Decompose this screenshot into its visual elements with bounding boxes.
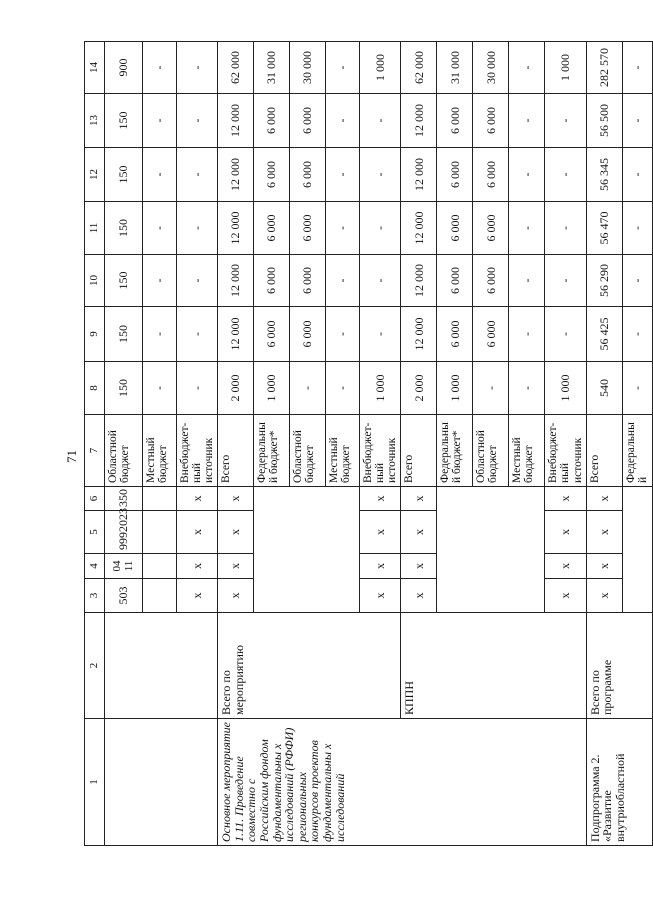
value-2016: - [326, 255, 360, 307]
code-cell: х [177, 511, 218, 554]
col-number: 3 [85, 579, 105, 613]
value-2015: 12 000 [218, 307, 254, 362]
value-2016: 12 000 [218, 255, 254, 307]
value-2014: - [473, 362, 509, 415]
code-cell: х [401, 554, 437, 579]
col-number: 8 [85, 362, 105, 415]
table-row [218, 42, 254, 846]
code-cell: х [360, 554, 401, 579]
funding-source: Местный бюджет [326, 415, 360, 487]
activity-total-label: Всего по мероприятию [218, 613, 401, 719]
page-number: 71 [64, 450, 79, 463]
code-cell: х [218, 511, 254, 554]
value-2019: - [622, 94, 652, 148]
code-cell [143, 511, 177, 554]
code-cell: х [218, 554, 254, 579]
value-2018: - [545, 148, 586, 202]
value-2019: 150 [105, 94, 143, 148]
code-cell: х [545, 487, 586, 511]
value-2017: - [177, 202, 218, 255]
value-2018: 6 000 [254, 148, 290, 202]
col-number: 5 [85, 511, 105, 554]
code-cell-empty [254, 487, 360, 613]
value-2019: 12 000 [401, 94, 437, 148]
value-2019: 12 000 [218, 94, 254, 148]
value-total: 900 [105, 42, 143, 94]
value-2019: - [360, 94, 401, 148]
executor-cell [105, 613, 218, 719]
funding-source: Федеральный бюджет* [437, 415, 473, 487]
value-2014: 1 000 [360, 362, 401, 415]
value-2018: - [622, 148, 652, 202]
code-cell-empty [622, 487, 652, 613]
value-2015: - [360, 307, 401, 362]
value-2014: - [326, 362, 360, 415]
funding-source: Всего [401, 415, 437, 487]
vr-code: 350 [105, 487, 143, 511]
activity-name: Основное мероприятие 1.11. Проведение совместно с Российским фондом фундаментальны х исследований (РФФИ) региональных конкурсов проектов фундаментальны х исследований [218, 719, 586, 846]
value-total: 282 570 [586, 42, 622, 94]
col-number: 1 [85, 719, 105, 846]
budget-table-container [84, 42, 649, 846]
value-2019: 56 500 [586, 94, 622, 148]
value-2018: 56 345 [586, 148, 622, 202]
value-2019: - [326, 94, 360, 148]
value-2017: 12 000 [401, 202, 437, 255]
code-cell: х [177, 487, 218, 511]
value-2016: 6 000 [290, 255, 326, 307]
value-2017: 6 000 [437, 202, 473, 255]
value-total: 31 000 [437, 42, 473, 94]
value-2014: 1 000 [254, 362, 290, 415]
code-cell: х [586, 579, 622, 613]
value-2015: - [326, 307, 360, 362]
code-cell: х [360, 487, 401, 511]
value-2016: 6 000 [473, 255, 509, 307]
value-2019: - [509, 94, 545, 148]
value-2014: 540 [586, 362, 622, 415]
value-2018: 6 000 [473, 148, 509, 202]
value-total: 30 000 [473, 42, 509, 94]
funding-source: Местный бюджет [143, 415, 177, 487]
value-total: 30 000 [290, 42, 326, 94]
value-2014: - [622, 362, 652, 415]
value-2017: - [622, 202, 652, 255]
value-2016: 150 [105, 255, 143, 307]
code-cell: х [177, 554, 218, 579]
value-2019: - [177, 94, 218, 148]
value-2015: - [177, 307, 218, 362]
rotated-page [84, 0, 649, 905]
value-2014: - [290, 362, 326, 415]
value-2017: - [360, 202, 401, 255]
value-2016: - [360, 255, 401, 307]
value-2015: - [509, 307, 545, 362]
grbs-code: 503 [105, 579, 143, 613]
table-row [586, 42, 622, 846]
value-2019: - [545, 94, 586, 148]
value-2019: 6 000 [254, 94, 290, 148]
value-2017: - [326, 202, 360, 255]
code-cell: х [401, 487, 437, 511]
value-2018: 6 000 [437, 148, 473, 202]
value-2016: - [143, 255, 177, 307]
code-cell: х [586, 554, 622, 579]
value-2014: - [177, 362, 218, 415]
code-cell: х [545, 511, 586, 554]
code-cell: х [586, 511, 622, 554]
rzpr-code: 04 11 [105, 554, 143, 579]
col-number: 4 [85, 554, 105, 579]
value-2018: - [360, 148, 401, 202]
value-2016: - [622, 255, 652, 307]
col-number: 11 [85, 202, 105, 255]
funding-source: Областной бюджет [105, 415, 143, 487]
value-2018: 12 000 [401, 148, 437, 202]
value-2017: 6 000 [473, 202, 509, 255]
value-2017: 6 000 [254, 202, 290, 255]
value-2015: 6 000 [437, 307, 473, 362]
code-cell: х [545, 579, 586, 613]
executor-kppn: КППН [401, 613, 586, 719]
value-2015: - [622, 307, 652, 362]
value-2018: - [326, 148, 360, 202]
col-number: 14 [85, 42, 105, 94]
value-2014: - [509, 362, 545, 415]
code-cell: х [545, 554, 586, 579]
value-total: - [622, 42, 652, 94]
budget-table [84, 41, 653, 846]
value-total: - [509, 42, 545, 94]
value-2016: - [177, 255, 218, 307]
value-2017: 12 000 [218, 202, 254, 255]
value-total: 62 000 [218, 42, 254, 94]
funding-source: Областной бюджет [473, 415, 509, 487]
value-total: 1 000 [360, 42, 401, 94]
value-2019: 6 000 [290, 94, 326, 148]
value-2017: 150 [105, 202, 143, 255]
col-number: 13 [85, 94, 105, 148]
value-total: 62 000 [401, 42, 437, 94]
value-2015: - [143, 307, 177, 362]
subprogram-total-label: Всего по программе [586, 613, 652, 719]
value-2016: 56 290 [586, 255, 622, 307]
value-2014: 1 000 [545, 362, 586, 415]
value-2017: - [545, 202, 586, 255]
code-cell: х [360, 511, 401, 554]
funding-source: Внебюджет-ный источник [177, 415, 218, 487]
code-cell: х [401, 579, 437, 613]
value-2014: 2 000 [218, 362, 254, 415]
value-total: - [326, 42, 360, 94]
value-2016: 6 000 [437, 255, 473, 307]
code-cell [143, 554, 177, 579]
funding-source: Всего [218, 415, 254, 487]
column-number-row [85, 42, 105, 846]
value-2018: - [177, 148, 218, 202]
value-2018: - [509, 148, 545, 202]
code-cell: х [401, 511, 437, 554]
value-2017: 6 000 [290, 202, 326, 255]
value-2015: 6 000 [290, 307, 326, 362]
csr-code: 9992023 [105, 511, 143, 554]
value-2019: 6 000 [437, 94, 473, 148]
code-cell: х [586, 487, 622, 511]
subprogram-name: Подпрограмма 2. «Развитие внутриобластной [586, 719, 652, 846]
col-number: 2 [85, 613, 105, 719]
value-total: - [177, 42, 218, 94]
value-total: - [143, 42, 177, 94]
code-cell: х [218, 579, 254, 613]
value-2019: 6 000 [473, 94, 509, 148]
value-2015: 56 425 [586, 307, 622, 362]
value-2019: - [143, 94, 177, 148]
funding-source: Федеральный бюджет* [254, 415, 290, 487]
value-2016: - [509, 255, 545, 307]
value-2015: 6 000 [254, 307, 290, 362]
value-2018: - [143, 148, 177, 202]
program-name-cell [105, 719, 218, 846]
funding-source: Федеральный [622, 415, 652, 487]
value-2015: 150 [105, 307, 143, 362]
col-number: 6 [85, 487, 105, 511]
funding-source: Местный бюджет [509, 415, 545, 487]
code-cell: х [218, 487, 254, 511]
col-number: 12 [85, 148, 105, 202]
col-number: 9 [85, 307, 105, 362]
value-total: 31 000 [254, 42, 290, 94]
value-2017: - [509, 202, 545, 255]
value-2015: - [545, 307, 586, 362]
value-2017: - [143, 202, 177, 255]
value-2017: 56 470 [586, 202, 622, 255]
value-2015: 12 000 [401, 307, 437, 362]
value-2014: - [143, 362, 177, 415]
value-2014: 2 000 [401, 362, 437, 415]
code-cell-empty [437, 487, 545, 613]
value-2014: 150 [105, 362, 143, 415]
funding-source: Областной бюджет [290, 415, 326, 487]
funding-source: Всего [586, 415, 622, 487]
col-number: 10 [85, 255, 105, 307]
value-2016: - [545, 255, 586, 307]
funding-source: Внебюджет-ный источник [360, 415, 401, 487]
value-2016: 6 000 [254, 255, 290, 307]
value-2015: 6 000 [473, 307, 509, 362]
code-cell: х [177, 579, 218, 613]
value-2018: 6 000 [290, 148, 326, 202]
value-2018: 12 000 [218, 148, 254, 202]
col-number: 7 [85, 415, 105, 487]
value-2016: 12 000 [401, 255, 437, 307]
code-cell [143, 579, 177, 613]
code-cell: х [360, 579, 401, 613]
table-row [105, 42, 143, 846]
funding-source: Внебюджет-ный источник [545, 415, 586, 487]
value-2018: 150 [105, 148, 143, 202]
code-cell [143, 487, 177, 511]
value-total: 1 000 [545, 42, 586, 94]
value-2014: 1 000 [437, 362, 473, 415]
